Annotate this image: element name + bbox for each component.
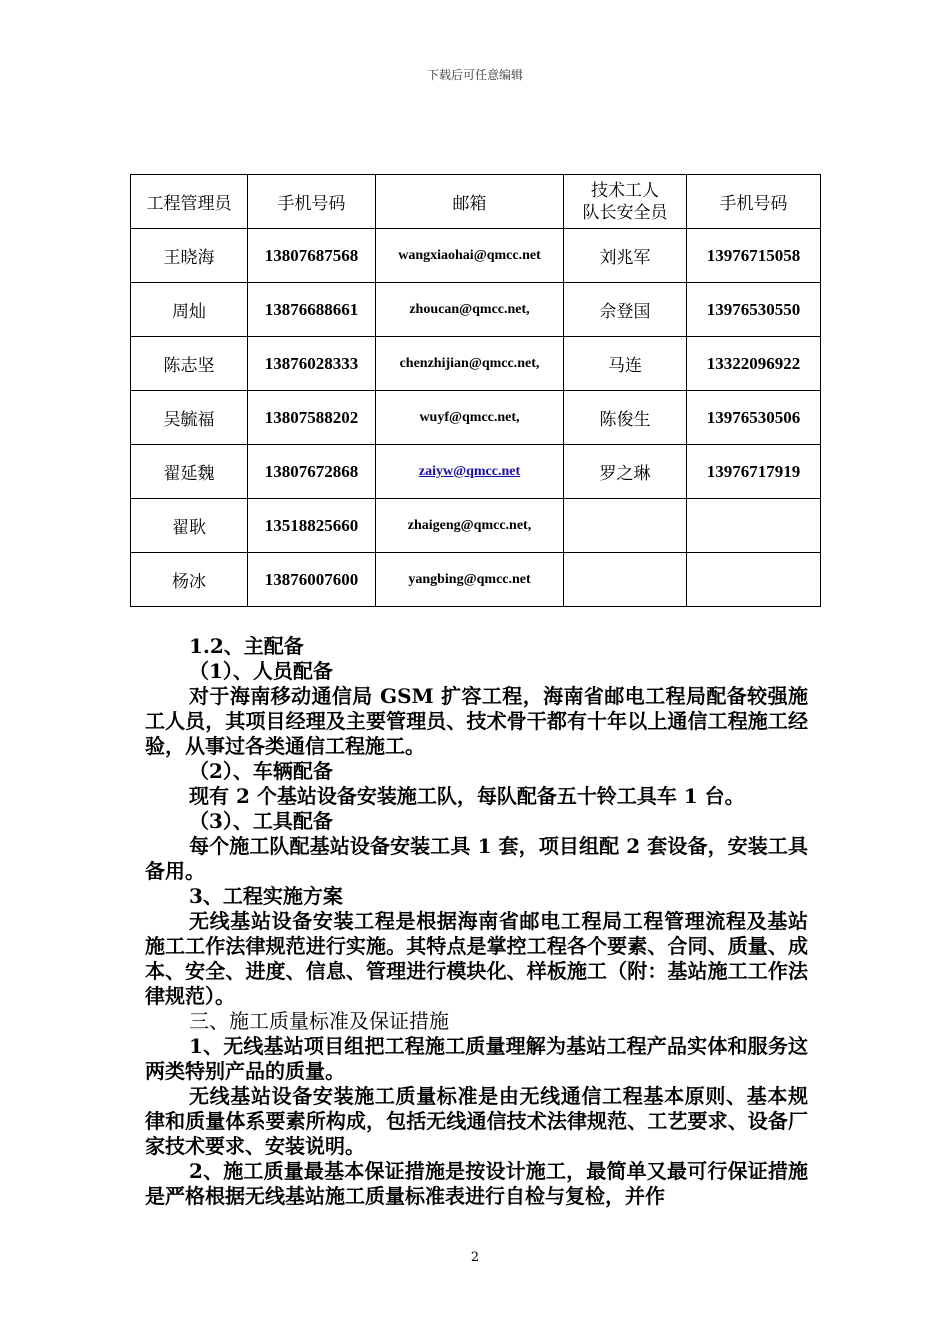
lead-phone: 13976715058 <box>687 229 821 283</box>
manager-phone: 13807588202 <box>248 391 376 445</box>
lead-phone-empty <box>687 499 821 553</box>
table-row <box>131 283 821 337</box>
manager-email: yangbing@qmcc.net <box>376 553 564 607</box>
paragraph: 无线基站设备安装施工质量标准是由无线通信工程基本原则、基本规律和质量体系要素所构成，包括无线通信技术法律规范、工艺要求、设备厂家技术要求、安装说明。 <box>145 1084 808 1158</box>
header-lead <box>564 175 687 229</box>
table-row <box>131 553 821 607</box>
subsection-heading: （1）、人员配备 <box>189 659 333 683</box>
lead-phone: 13976530506 <box>687 391 821 445</box>
header-email: 邮箱 <box>376 175 564 229</box>
manager-email: wangxiaohai@qmcc.net <box>376 229 564 283</box>
contact-table <box>130 174 821 607</box>
lead-phone: 13976530550 <box>687 283 821 337</box>
lead-name: 刘兆军 <box>564 229 687 283</box>
table-row <box>131 337 821 391</box>
paragraph: 无线基站设备安装工程是根据海南省邮电工程局工程管理流程及基站施工工作法律规范进行实施。其特点是掌控工程各个要素、合同、质量、成本、安全、进度、信息、管理进行模块化、样板施工（附：基站施工工作法律规范）。 <box>145 909 808 1008</box>
page-number: 2 <box>470 1250 480 1265</box>
manager-email-link[interactable]: zaiyw@qmcc.net <box>376 445 564 499</box>
header-manager: 工程管理员 <box>131 175 248 229</box>
paragraph: 每个施工队配基站设备安装工具 1 套，项目组配 2 套设备，安装工具备用。 <box>145 834 808 883</box>
manager-name: 吴毓福 <box>131 391 248 445</box>
manager-phone: 13876028333 <box>248 337 376 391</box>
paragraph: 2、施工质量最基本保证措施是按设计施工，最简单又最可行保证措施是严格根据无线基站施工质量标准表进行自检与复检，并作 <box>145 1159 808 1208</box>
table-row <box>131 229 821 283</box>
header-lead-phone: 手机号码 <box>687 175 821 229</box>
manager-phone: 13876688661 <box>248 283 376 337</box>
lead-name: 马连 <box>564 337 687 391</box>
table-header-row <box>131 175 821 229</box>
manager-phone: 13876007600 <box>248 553 376 607</box>
paragraph: 现有 2 个基站设备安装施工队，每队配备五十铃工具车 1 台。 <box>189 784 745 808</box>
lead-name: 罗之琳 <box>564 445 687 499</box>
manager-phone: 13807687568 <box>248 229 376 283</box>
manager-name: 杨冰 <box>131 553 248 607</box>
manager-email: zhaigeng@qmcc.net, <box>376 499 564 553</box>
manager-name: 周灿 <box>131 283 248 337</box>
lead-name-empty <box>564 553 687 607</box>
manager-name: 陈志坚 <box>131 337 248 391</box>
lead-phone: 13976717919 <box>687 445 821 499</box>
manager-email: zhoucan@qmcc.net, <box>376 283 564 337</box>
subsection-heading: （3）、工具配备 <box>189 809 333 833</box>
lead-name: 陈俊生 <box>564 391 687 445</box>
table-row <box>131 391 821 445</box>
paragraph: 对于海南移动通信局 GSM 扩容工程，海南省邮电工程局配备较强施工人员，其项目经理及主要管理员、技术骨干都有十年以上通信工程施工经验，从事过各类通信工程施工。 <box>145 684 808 758</box>
subsection-heading: （2）、车辆配备 <box>189 759 333 783</box>
table-row <box>131 445 821 499</box>
section-heading: 3、工程实施方案 <box>189 884 343 908</box>
page-header-note: 下载后可任意编辑 <box>426 68 523 82</box>
manager-phone: 13518825660 <box>248 499 376 553</box>
section-heading: 三、施工质量标准及保证措施 <box>189 1009 449 1033</box>
manager-name: 翟延魏 <box>131 445 248 499</box>
table-row <box>131 499 821 553</box>
document-body <box>145 634 808 1209</box>
header-phone: 手机号码 <box>248 175 376 229</box>
lead-name: 佘登国 <box>564 283 687 337</box>
header-lead-line2: 队长安全员 <box>582 202 668 223</box>
paragraph: 1、无线基站项目组把工程施工质量理解为基站工程产品实体和服务这两类特别产品的质量。 <box>145 1034 808 1083</box>
lead-phone: 13322096922 <box>687 337 821 391</box>
manager-email: chenzhijian@qmcc.net, <box>376 337 564 391</box>
lead-name-empty <box>564 499 687 553</box>
manager-phone: 13807672868 <box>248 445 376 499</box>
lead-phone-empty <box>687 553 821 607</box>
manager-name: 王晓海 <box>131 229 248 283</box>
header-lead-line1: 技术工人 <box>591 180 659 201</box>
manager-name: 翟耿 <box>131 499 248 553</box>
section-heading: 1.2、主配备 <box>189 634 304 658</box>
manager-email: wuyf@qmcc.net, <box>376 391 564 445</box>
